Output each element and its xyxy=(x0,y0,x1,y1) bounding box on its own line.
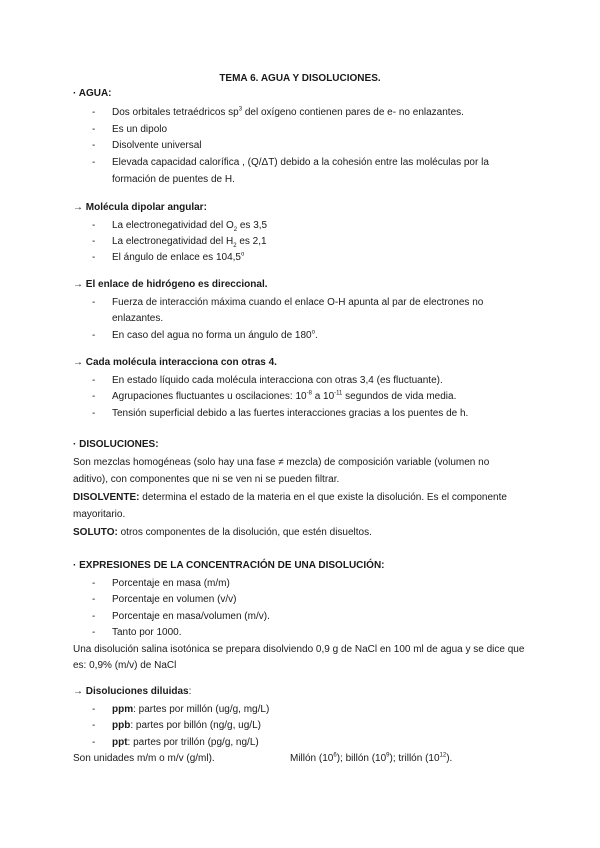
disoluciones-heading: · DISOLUCIONES: xyxy=(73,439,159,450)
hidrogeno-heading: → El enlace de hidrógeno es direccional. xyxy=(73,279,268,290)
expresiones-heading: · EXPRESIONES DE LA CONCENTRACIÓN DE UNA DISOLUCIÓN: xyxy=(73,560,385,571)
agua-heading: · AGUA: xyxy=(73,88,112,99)
document-page: TEMA 6. AGUA Y DISOLUCIONES. · AGUA: - Dos orbitales tetraédricos $sp^3$ del oxígeno contienen pares de e- no enlazantes. - Es un dipolo - Disolvente universal - Elevada capacidad calorífica , (Q/ΔT) debido a la cohesión entre las moléculas por la formación de puentes de H. → Molécula dipolar angular: - La electronegatividad del $O_2$ es 3,5 - La electronegatividad del $H_2$ es 2,1 - El ángulo de enlace es $104,5^o$ → El enlace de hidrógeno es direccional. - Fuerza de interacción máxima cuando el enlace O-H apunta al par de electrones no enlazantes. - En caso del agua no forma un ángulo de $180^o$. → Cada molécula interacciona con otras 4. - En estado líquido cada molécula interacciona con otras 3,4 (es fluctuante). - Agrupaciones fluctuantes u oscilaciones: $10^{-8}$ a $10^{-11}$ segundos de vida media. - Tensión superficial debido a las fuertes interacciones gracias a los puentes de h. · DISOLUCIONES: Son mezclas homogéneas (solo hay una fase ≠ mezcla) de composición variable (volumen no aditivo), con componentes que ni se ven ni se pueden filtrar. DISOLVENTE: determina el estado de la materia en el que existe la disolución. Es el componente mayoritario. SOLUTO: otros componentes de la disolución, que estén disueltos. · EXPRESIONES DE LA CONCENTRACIÓN DE UNA DISOLUCIÓN: - Porcentaje en masa (m/m) - Porcentaje en volumen (v/v) - Porcentaje en masa/volumen (m/v). - Tanto por 1000. Una disolución salina isotónica se prepara disolviendo 0,9 g de NaCl en 100 ml de agua y se dice que es: 0,9% (m/v) de NaCl → Disoluciones diluidas: - ppm: partes por millón (ug/g, mg/L) - ppb: partes por billón (ng/g, ug/L) - ppt: partes por trillón (pg/g, ng/L) Son unidades m/m o m/v (g/ml). Millón $(10^6)$; billón $(10^9)$; trillón $(10^{12})$. xyxy=(0,0,600,848)
example-text: Una disolución salina isotónica se prepara disolviendo 0,9 g de NaCl en 100 ml de agua y se dice que xyxy=(73,644,525,655)
disoluciones-intro-cont: aditivo), con componentes que ni se ven ni se pueden filtrar. xyxy=(73,474,340,485)
soluto-definition: SOLUTO: otros componentes de la disolución, que estén disueltos. xyxy=(73,527,372,538)
disolvente-definition: DISOLVENTE: determina el estado de la materia en el que existe la disolución. Es el componente xyxy=(73,492,507,503)
page-title: TEMA 6. AGUA Y DISOLUCIONES. xyxy=(219,73,381,84)
diluidas-heading: → Disoluciones diluidas: xyxy=(73,686,192,697)
disolvente-definition-cont: mayoritario. xyxy=(73,509,126,520)
example-text-cont: es: 0,9% (m/v) de NaCl xyxy=(73,660,177,671)
units-note: Son unidades m/m o m/v (g/ml). xyxy=(73,753,215,764)
interacciona-heading: → Cada molécula interacciona con otras 4. xyxy=(73,357,277,368)
dipolar-heading: → Molécula dipolar angular: xyxy=(73,202,207,213)
disoluciones-intro: Son mezclas homogéneas (solo hay una fase ≠ mezcla) de composición variable (volumen no xyxy=(73,457,490,468)
scale-note: Millón $(10^6)$; billón $(10^9)$; trillón $(10^{12})$. xyxy=(290,752,453,764)
